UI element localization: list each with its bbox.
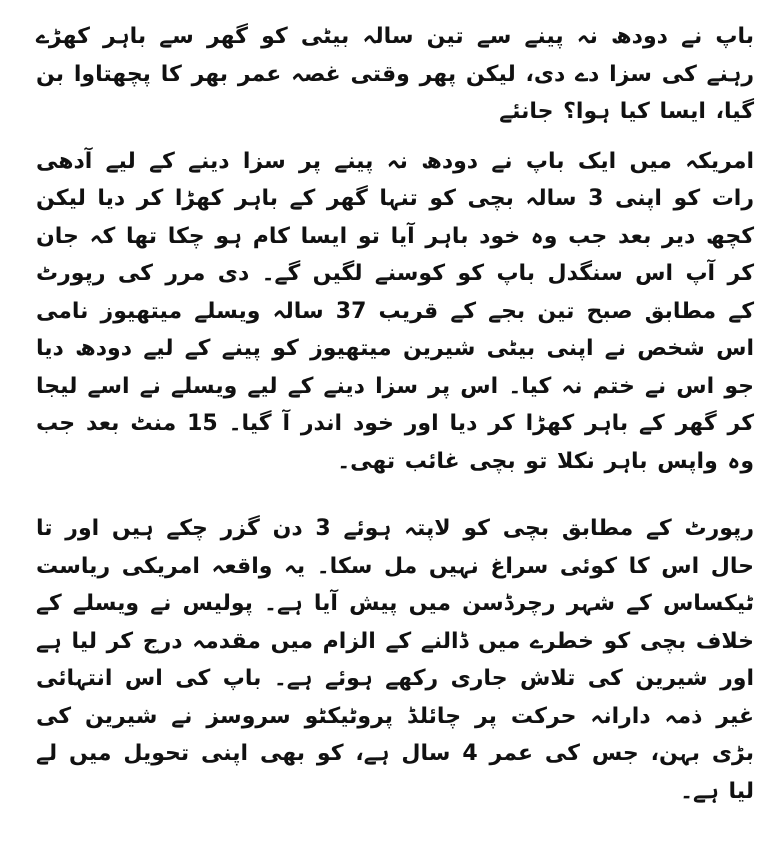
article-paragraph-1: امریکہ میں ایک باپ نے دودھ نہ پینے پر سزا دینے کے لیے آدھی رات کو اپنی 3 سالہ بچی کو تنہا گھر کے باہر کھڑا کر دیا لیکن کچھ دیر بعد جب وہ خود باہر آیا تو ایسا کام ہو چکا تھا کہ جان کر آپ اس سنگدل باپ کو کوسنے لگیں گے۔ دی مرر کی رپورٹ کے مطابق صبح تین بجے کے قریب 37 سالہ ویسلے میتھیوز نامی اس شخص نے اپنی بیٹی شیرین میتھیوز کو پینے کے لیے دودھ دیا جو اس نے ختم نہ کیا۔ اس پر سزا دینے کے لیے ویسلے نے اسے لیجا کر گھر کے باہر کھڑا کر دیا اور خود اندر آ گیا۔ 15 منٹ بعد جب وہ واپس باہر نکلا تو بچی غائب تھی۔ [36,148,755,474]
article-paragraph-2: رپورٹ کے مطابق بچی کو لاپتہ ہوئے 3 دن گزر چکے ہیں اور تا حال اس کا کوئی سراغ نہیں مل سکا۔ یہ واقعہ امریکی ریاست ٹیکساس کے شہر رچرڈسن میں پیش آیا ہے۔ پولیس نے ویسلے کے خلاف بچی کو خطرے میں ڈالنے کے الزام میں مقدمہ درج کر لیا ہے اور شیرین کی تلاش جاری رکھے ہوئے ہے۔ باپ کی اس انتہائی غیر ذمہ دارانہ حرکت پر چائلڈ پروٹیکٹو سروسز نے شیرین کی بڑی بہن، جس کی عمر 4 سال ہے، کو بھی اپنی تحویل میں لے لیا ہے۔ [36,516,754,804]
article-headline: باپ نے دودھ نہ پینے سے تین سالہ بیٹی کو گھر سے باہر کھڑے رہنے کی سزا دے دی، لیکن پھر وقتی غصہ عمر بھر کا پچھتاوا بن گیا، ایسا کیا ہوا؟ جانئے [36,24,754,124]
article [36,18,754,848]
